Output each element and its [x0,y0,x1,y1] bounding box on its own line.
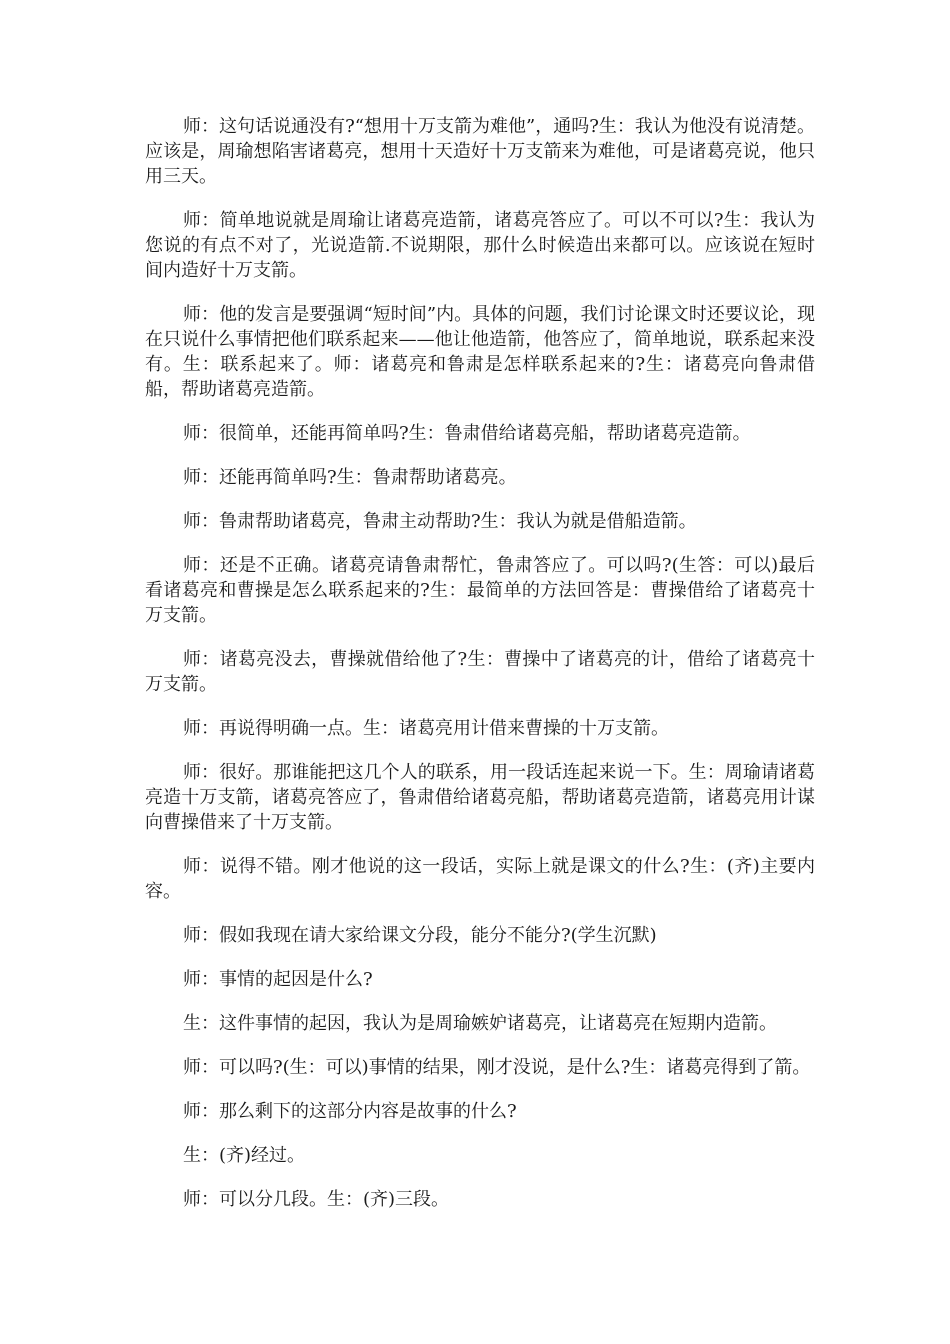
paragraph: 师：鲁肃帮助诸葛亮，鲁肃主动帮助?生：我认为就是借船造箭。 [183,511,697,532]
paragraph: 师：说得不错。刚才他说的这一段话，实际上就是课文的什么?生：(齐)主要内容。 [145,856,815,902]
paragraph: 师：假如我现在请大家给课文分段，能分不能分?(学生沉默) [183,925,657,946]
paragraph: 师：那么剩下的这部分内容是故事的什么? [183,1101,517,1122]
paragraph: 师：还是不正确。诸葛亮请鲁肃帮忙，鲁肃答应了。可以吗?(生答：可以)最后看诸葛亮和曹操是怎么联系起来的?生：最简单的方法回答是：曹操借给了诸葛亮十万支箭。 [145,555,815,626]
paragraph: 师：可以吗?(生：可以)事情的结果，刚才没说，是什么?生：诸葛亮得到了箭。 [183,1057,811,1078]
paragraph: 师：很好。那谁能把这几个人的联系，用一段话连起来说一下。生：周瑜请诸葛亮造十万支箭，诸葛亮答应了，鲁肃借给诸葛亮船，帮助诸葛亮造箭，诸葛亮用计谋向曹操借来了十万支箭。 [145,762,815,833]
paragraph: 师：还能再简单吗?生：鲁肃帮助诸葛亮。 [183,467,517,488]
paragraph: 师：简单地说就是周瑜让诸葛亮造箭，诸葛亮答应了。可以不可以?生：我认为您说的有点不对了，光说造箭.不说期限，那什么时候造出来都可以。应该说在短时间内造好十万支箭。 [145,210,815,281]
paragraph: 师：可以分几段。生：(齐)三段。 [183,1189,450,1210]
paragraph: 生：(齐)经过。 [183,1145,306,1166]
paragraph: 师：他的发言是要强调“短时间”内。具体的问题，我们讨论课文时还要议论，现在只说什么事情把他们联系起来——他让他造箭，他答应了，简单地说，联系起来没有。生：联系起来了。师：诸葛亮和鲁肃是怎样联系起来的?生：诸葛亮向鲁肃借船，帮助诸葛亮造箭。 [145,304,815,400]
paragraph: 师：诸葛亮没去，曹操就借给他了?生：曹操中了诸葛亮的计，借给了诸葛亮十万支箭。 [145,649,815,695]
paragraph: 师：很简单，还能再简单吗?生：鲁肃借给诸葛亮船，帮助诸葛亮造箭。 [183,423,751,444]
paragraph: 师：这句话说通没有?“想用十万支箭为难他”，通吗?生：我认为他没有说清楚。应该是，周瑜想陷害诸葛亮，想用十天造好十万支箭来为难他，可是诸葛亮说，他只用三天。 [145,116,815,187]
paragraph: 师：事情的起因是什么? [183,969,373,990]
document-page [145,114,815,1231]
paragraph: 师：再说得明确一点。生：诸葛亮用计借来曹操的十万支箭。 [183,718,669,739]
paragraph: 生：这件事情的起因，我认为是周瑜嫉妒诸葛亮，让诸葛亮在短期内造箭。 [183,1013,777,1034]
